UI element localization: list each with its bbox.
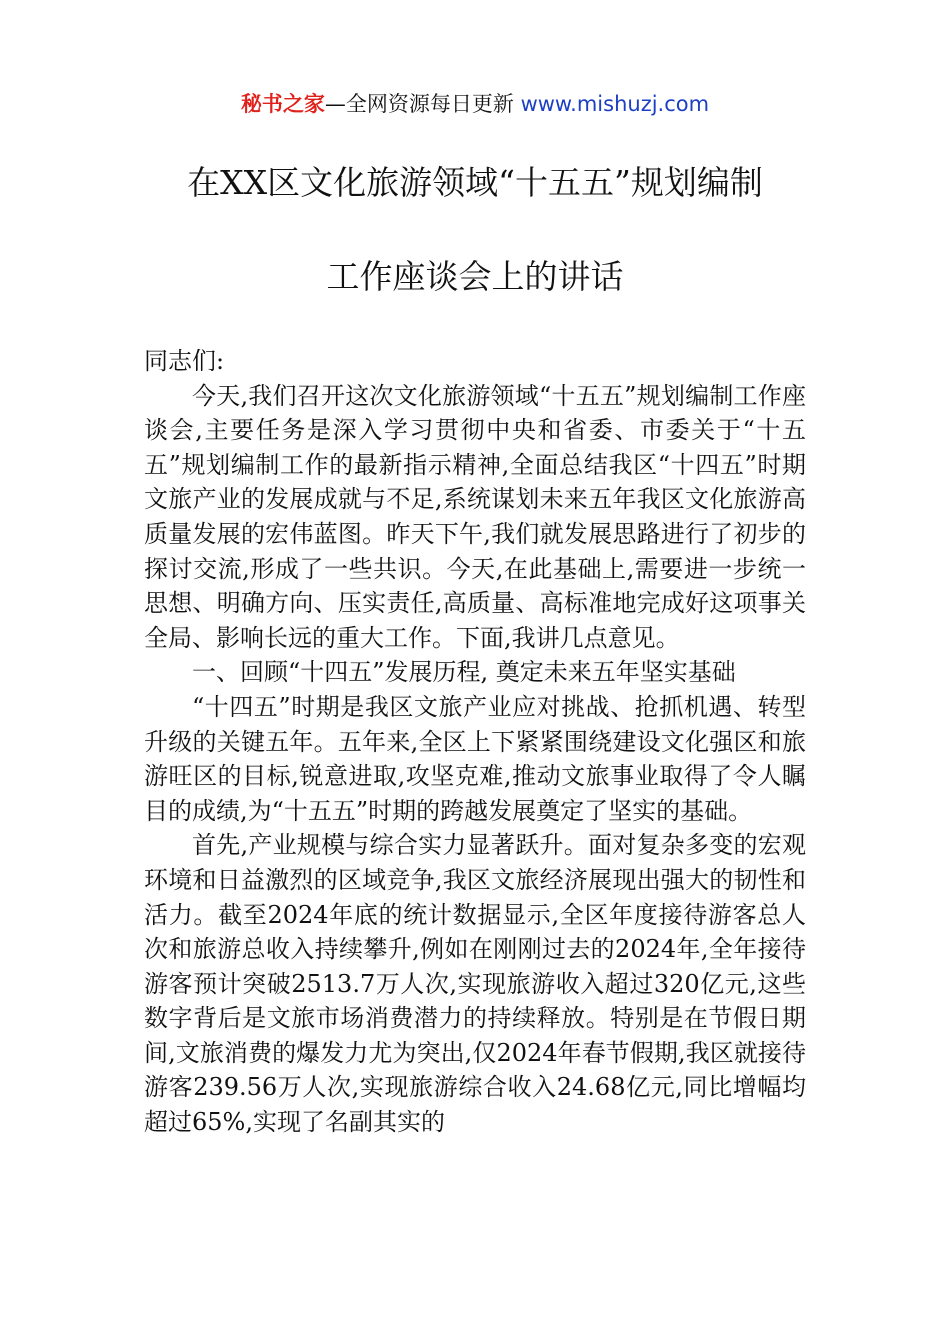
document-body [144,344,806,1140]
paragraph-first-point: 首先,产业规模与综合实力显著跃升。面对复杂多变的宏观环境和日益激烈的区域竞争,我区文旅经济展现出强大的韧性和活力。截至2024年底的统计数据显示,全区年度接待游客总人次和旅游总收入持续攀升,例如在刚刚过去的2024年,全年接待游客预计突破2513.7万人次,实现旅游收入超过320亿元,这些数字背后是文旅市场消费潜力的持续释放。特别是在节假日期间,文旅消费的爆发力尤为突出,仅2024年春节假期,我区就接待游客239.56万人次,实现旅游综合收入24.68亿元,同比增幅均超过65%,实现了名副其实的 [144,831,806,1137]
banner-brand: 秘书之家 [240,92,325,116]
paragraph-intro: 今天,我们召开这次文化旅游领域“十五五”规划编制工作座谈会,主要任务是深入学习贯彻中央和省委、市委关于“十五五”规划编制工作的最新指示精神,全面总结我区“十四五”时期文旅产业的发展成就与不足,系统谋划未来五年我区文化旅游高质量发展的宏伟蓝图。昨天下午,我们就发展思路进行了初步的探讨交流,形成了一些共识。今天,在此基础上,需要进一步统一思想、明确方向、压实责任,高质量、高标准地完成好这项事关全局、影响长远的重大工作。下面,我讲几点意见。 [144,381,806,652]
banner-url-link[interactable]: www.mishuzj.com [520,92,710,116]
paragraph-review: “十四五”时期是我区文旅产业应对挑战、抢抓机遇、转型升级的关键五年。五年来,全区上下紧紧围绕建设文化强区和旅游旺区的目标,锐意进取,攻坚克难,推动文旅事业取得了令人瞩目的成绩,为“十五五”时期的跨越发展奠定了坚实的基础。 [144,692,806,825]
banner-dash: — [324,92,346,116]
document-title-line-1: 在XX区文化旅游领域“十五五”规划编制 [187,163,763,202]
banner-slogan: 全网资源每日更新 [345,92,514,116]
document-title-line-2: 工作座谈会上的讲话 [326,257,624,296]
section-heading-1: 一、回顾“十四五”发展历程, 奠定未来五年坚实基础 [192,658,736,687]
site-banner [0,88,950,120]
salutation: 同志们: [144,347,225,375]
